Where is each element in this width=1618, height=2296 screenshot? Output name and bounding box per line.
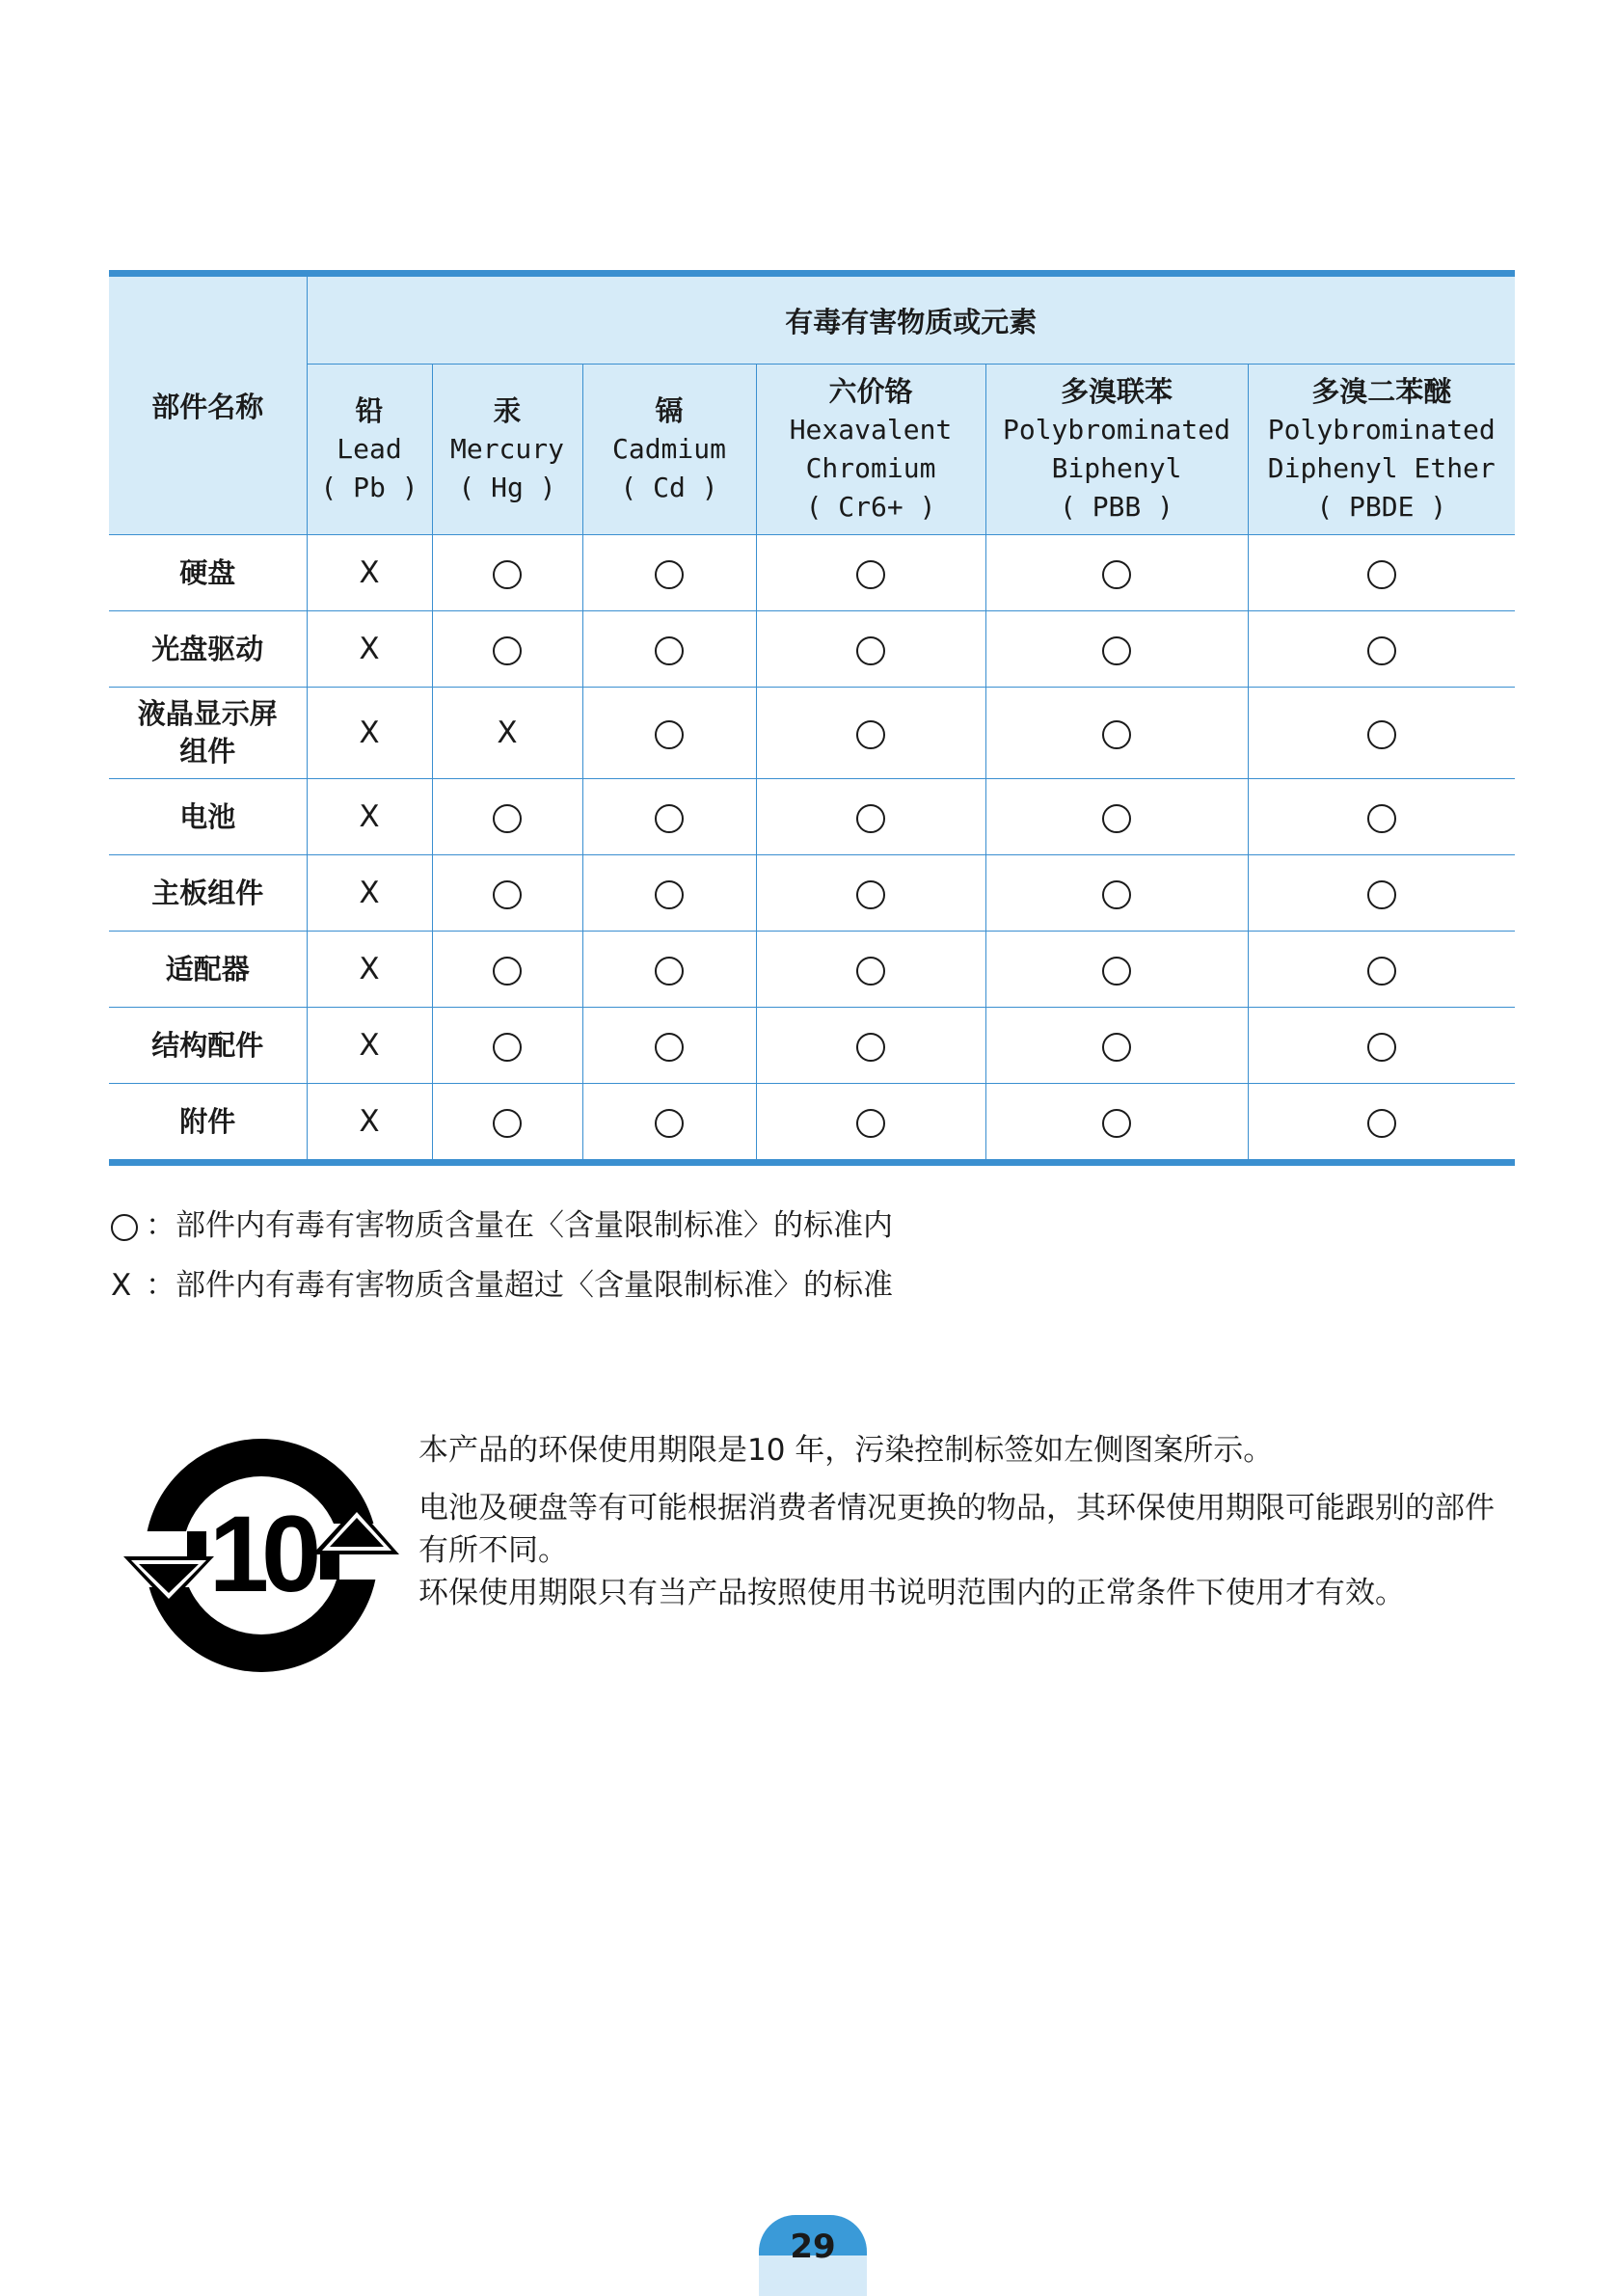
circle-icon [1102, 720, 1131, 749]
within-limit-mark [756, 1008, 985, 1084]
circle-icon [1102, 636, 1131, 665]
circle-icon [856, 636, 885, 665]
part-name-cell: 结构配件 [109, 1008, 307, 1084]
substance-header-4 [985, 365, 1248, 535]
table-row [109, 855, 1515, 932]
substance-en-name-line: ( Pb ) [320, 472, 418, 503]
exceeds-limit-mark [307, 1084, 432, 1163]
within-limit-mark [985, 688, 1248, 779]
within-limit-mark [985, 1008, 1248, 1084]
table-row [109, 688, 1515, 779]
within-limit-mark [985, 855, 1248, 932]
substance-cn-name: 多溴联苯 [1060, 375, 1173, 408]
exceeds-limit-mark [432, 688, 582, 779]
circle-icon [655, 804, 684, 833]
legend-circle-row [111, 1196, 893, 1256]
substance-en-name-line: Cadmium [611, 433, 726, 465]
toxic-substances-group-header: 有毒有害物质或元素 [307, 274, 1515, 365]
within-limit-mark [1248, 611, 1515, 688]
part-name-cell: 附件 [109, 1084, 307, 1163]
circle-icon [1102, 1033, 1131, 1062]
within-limit-mark [582, 535, 756, 611]
substance-en-name-line: ( Cr6+ ) [805, 491, 936, 523]
circle-icon [655, 957, 684, 986]
substance-en-name-line: Diphenyl Ether [1267, 452, 1496, 484]
within-limit-mark [432, 932, 582, 1008]
within-limit-mark [985, 535, 1248, 611]
circle-icon [655, 1109, 684, 1138]
cross-mark: X [359, 952, 380, 986]
substance-header-row [109, 365, 1515, 535]
epup-paragraph-2: 电池及硬盘等有可能根据消费者情况更换的物品，其环保使用期限可能跟别的部件有所不同。 [418, 1491, 1495, 1568]
within-limit-mark [582, 1084, 756, 1163]
within-limit-mark [1248, 1008, 1515, 1084]
substance-cn-name: 多溴二苯醚 [1311, 375, 1452, 408]
within-limit-mark [582, 779, 756, 855]
cross-mark: X [359, 799, 380, 834]
part-name-cell: 光盘驱动 [109, 611, 307, 688]
within-limit-mark [756, 611, 985, 688]
exceeds-limit-mark [307, 932, 432, 1008]
part-name-header: 部件名称 [109, 274, 307, 535]
circle-icon [856, 957, 885, 986]
part-name-cell: 主板组件 [109, 855, 307, 932]
exceeds-limit-mark [307, 855, 432, 932]
circle-icon [1102, 1109, 1131, 1138]
circle-icon [493, 636, 522, 665]
exceeds-limit-mark [307, 1008, 432, 1084]
within-limit-mark [582, 855, 756, 932]
table-body [109, 535, 1515, 1163]
within-limit-mark [1248, 688, 1515, 779]
cross-mark: X [359, 555, 380, 590]
within-limit-mark [582, 688, 756, 779]
substance-header-5 [1248, 365, 1515, 535]
table-row [109, 1084, 1515, 1163]
within-limit-mark [582, 932, 756, 1008]
within-limit-mark [756, 932, 985, 1008]
within-limit-mark [985, 1084, 1248, 1163]
circle-icon [856, 804, 885, 833]
circle-icon [1102, 560, 1131, 589]
cross-mark: X [359, 1104, 380, 1139]
circle-icon [1367, 560, 1396, 589]
circle-icon [856, 1033, 885, 1062]
within-limit-mark [756, 535, 985, 611]
within-limit-mark [756, 688, 985, 779]
within-limit-mark [985, 932, 1248, 1008]
substance-en-name-line: Biphenyl [1051, 452, 1182, 484]
substance-header-1 [432, 365, 582, 535]
substance-cn-name: 汞 [493, 394, 522, 427]
table-row [109, 611, 1515, 688]
within-limit-mark [1248, 855, 1515, 932]
logo-number: 10 [208, 1494, 314, 1614]
substance-en-name-line: ( Hg ) [458, 472, 556, 503]
circle-icon [1367, 804, 1396, 833]
circle-icon [1102, 880, 1131, 909]
circle-icon [1102, 804, 1131, 833]
exceeds-limit-mark [307, 611, 432, 688]
within-limit-mark [432, 855, 582, 932]
hazardous-substances-table [109, 270, 1515, 1166]
within-limit-mark [985, 779, 1248, 855]
substance-en-name-line: Mercury [449, 433, 564, 465]
circle-icon [655, 720, 684, 749]
substance-en-name-line: ( PBB ) [1059, 491, 1173, 523]
within-limit-mark [1248, 779, 1515, 855]
circle-icon [655, 1033, 684, 1062]
within-limit-mark [1248, 535, 1515, 611]
part-name-cell: 适配器 [109, 932, 307, 1008]
circle-icon [493, 1033, 522, 1062]
substance-cn-name: 六价铬 [828, 375, 913, 408]
circle-icon [1367, 720, 1396, 749]
circle-icon [856, 1109, 885, 1138]
within-limit-mark [582, 1008, 756, 1084]
substance-cn-name: 镉 [655, 394, 684, 427]
within-limit-mark [432, 535, 582, 611]
within-limit-mark [756, 1084, 985, 1163]
table-row [109, 932, 1515, 1008]
substance-header-0 [307, 365, 432, 535]
cross-mark: X [497, 716, 518, 750]
substance-header-2 [582, 365, 756, 535]
within-limit-mark [432, 779, 582, 855]
circle-icon [111, 1214, 138, 1241]
part-name-cell: 电池 [109, 779, 307, 855]
cross-mark: X [359, 876, 380, 910]
within-limit-mark [432, 1084, 582, 1163]
substance-header-3 [756, 365, 985, 535]
legend-cross-symbol: X [111, 1268, 132, 1303]
substance-en-name-line: ( Cd ) [620, 472, 718, 503]
circle-icon [655, 880, 684, 909]
circle-icon [856, 560, 885, 589]
circle-icon [1367, 636, 1396, 665]
within-limit-mark [432, 1008, 582, 1084]
circle-icon [856, 720, 885, 749]
part-name-line: 组件 [179, 735, 236, 768]
circle-icon [1367, 880, 1396, 909]
within-limit-mark [985, 611, 1248, 688]
within-limit-mark [756, 855, 985, 932]
hazardous-substances-table-wrap [109, 270, 1515, 1166]
within-limit-mark [1248, 1084, 1515, 1163]
exceeds-limit-mark [307, 779, 432, 855]
within-limit-mark [1248, 932, 1515, 1008]
substance-en-name-line: Polybrominated [1002, 414, 1230, 446]
part-name-cell: 硬盘 [109, 535, 307, 611]
circle-icon [655, 560, 684, 589]
legend-circle-symbol [111, 1196, 146, 1256]
epup-description [418, 1429, 1518, 1630]
circle-icon [493, 1109, 522, 1138]
circle-icon [1102, 957, 1131, 986]
substance-en-name-line: Lead [337, 433, 402, 465]
cross-mark: X [359, 1028, 380, 1063]
circle-icon [655, 636, 684, 665]
exceeds-limit-mark [307, 688, 432, 779]
circle-icon [1367, 1109, 1396, 1138]
table-row [109, 779, 1515, 855]
circle-icon [856, 880, 885, 909]
exceeds-limit-mark [307, 535, 432, 611]
circle-icon [493, 880, 522, 909]
part-name-cell [109, 688, 307, 779]
within-limit-mark [756, 779, 985, 855]
legend-cross-row [111, 1256, 893, 1315]
environmental-protection-period-logo [114, 1425, 409, 1686]
table-row [109, 1008, 1515, 1084]
substance-en-name-line: Polybrominated [1267, 414, 1496, 446]
legend-circle-text: ：部件内有毒有害物质含量在〈含量限制标准〉的标准内 [146, 1208, 893, 1243]
within-limit-mark [432, 611, 582, 688]
substance-en-name-line: Chromium [805, 452, 936, 484]
substance-en-name-line: Hexavalent [789, 414, 953, 446]
table-row [109, 535, 1515, 611]
legend-cross-text: ：部件内有毒有害物质含量超过〈含量限制标准〉的标准 [146, 1268, 893, 1303]
circle-icon [493, 560, 522, 589]
substance-cn-name: 铅 [355, 394, 384, 427]
cross-mark: X [359, 632, 380, 666]
circle-icon [1367, 1033, 1396, 1062]
part-name-line: 液晶显示屏 [137, 697, 278, 730]
circle-icon [493, 804, 522, 833]
epup-paragraph-3: 环保使用期限只有当产品按照使用书说明范围内的正常条件下使用才有效。 [418, 1576, 1405, 1610]
circle-icon [493, 957, 522, 986]
substance-en-name-line: ( PBDE ) [1316, 491, 1447, 523]
legend [111, 1196, 893, 1315]
page-number: 29 [790, 2228, 836, 2266]
within-limit-mark [582, 611, 756, 688]
circle-icon [1367, 957, 1396, 986]
cross-mark: X [359, 716, 380, 750]
epup-paragraph-1: 本产品的环保使用期限是10 年，污染控制标签如左侧图案所示。 [418, 1433, 1274, 1468]
